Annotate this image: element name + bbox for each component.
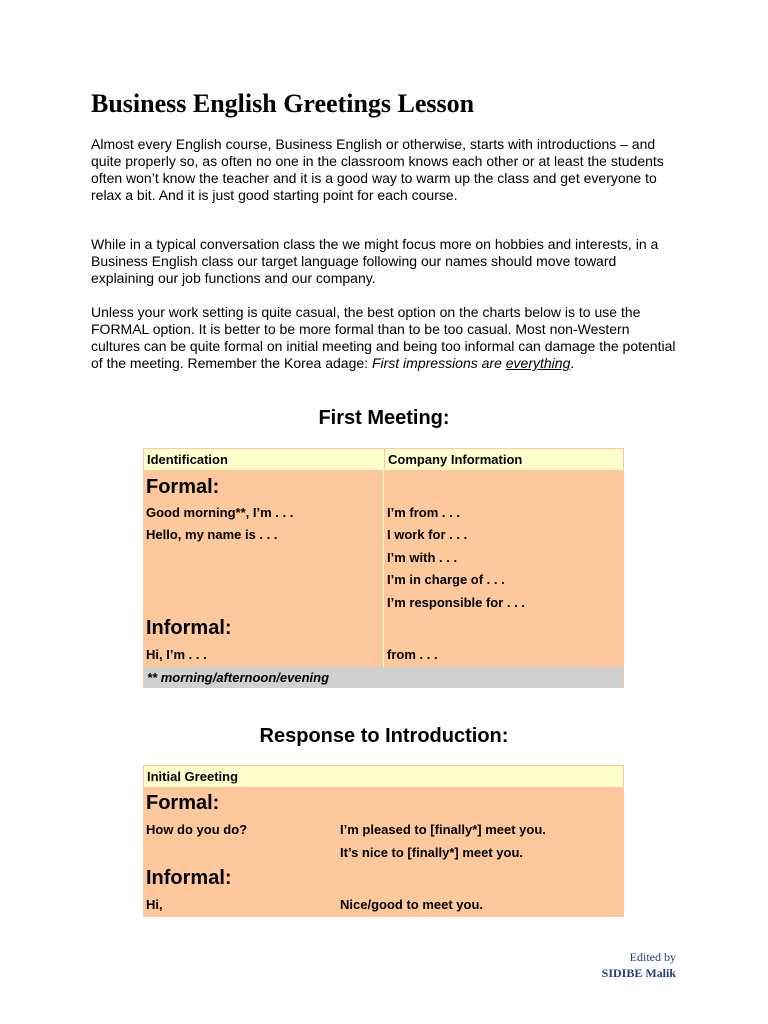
company-information-header: Company Information	[385, 449, 623, 470]
adage-emphasis: everything	[505, 355, 571, 371]
identification-header: Identification	[144, 449, 383, 470]
column-divider	[383, 449, 384, 667]
formal-company-line: I’m with . . .	[387, 550, 458, 565]
informal-response: Nice/good to meet you.	[340, 897, 484, 912]
formal-company-line: I’m in charge of . . .	[387, 572, 505, 587]
first-meeting-table	[143, 448, 624, 688]
first-meeting-heading: First Meeting:	[318, 407, 450, 429]
formal-company-line: I’m responsible for . . .	[387, 595, 525, 610]
advice-paragraph	[91, 304, 681, 372]
informal-greeting: Hi,	[146, 897, 163, 912]
formal-label: Formal:	[146, 476, 220, 498]
response-heading: Response to Introduction:	[259, 725, 509, 747]
editor-name: SIDIBE Malik	[601, 966, 676, 980]
intro-paragraph: Almost every English course, Business English or otherwise, starts with introductions – and quite properly so, as often no one in the classroom knows each other or at least the students often won’t know the teacher and it is a good way to warm up the class and get everyone to relax a bit. And it is just good starting point for each course.	[91, 136, 664, 203]
formal-label: Formal:	[146, 792, 220, 814]
informal-company-line: from . . .	[387, 647, 438, 662]
initial-greeting-header: Initial Greeting	[144, 766, 623, 787]
formal-greeting: How do you do?	[146, 822, 248, 837]
adage-period: .	[570, 355, 575, 371]
editor-credit	[602, 949, 676, 981]
informal-id-line: Hi, I’m . . .	[146, 647, 207, 662]
formal-response-line: It’s nice to [finally*] meet you.	[340, 845, 523, 860]
footnote: ** morning/afternoon/evening	[144, 667, 623, 688]
adage-text: First impressions are	[371, 355, 506, 371]
formal-company-line: I’m from . . .	[387, 505, 460, 520]
formal-company-line: I work for . . .	[387, 527, 468, 542]
advice-text: Unless your work setting is quite casual, the best option on the charts below is to use the FORMAL option. It is better to be more formal than to be too casual. Most non-Western cultures can be quite formal on initial meeting and being too informal can damage the potential of the meeting. Remember the Korea adage:	[91, 304, 676, 371]
informal-label: Informal:	[146, 867, 232, 889]
page-title: Business English Greetings Lesson	[91, 89, 475, 118]
response-table	[143, 765, 624, 917]
formal-response-line: I’m pleased to [finally*] meet you.	[340, 822, 546, 837]
context-paragraph: While in a typical conversation class the we might focus more on hobbies and interests, in a Business English class our target language following our names should move toward explaining our job functions and our company.	[91, 236, 659, 286]
informal-label: Informal:	[146, 617, 232, 639]
edited-by-label: Edited by	[629, 950, 676, 964]
formal-id-line: Hello, my name is . . .	[146, 527, 278, 542]
formal-id-line: Good morning**, I’m . . .	[146, 505, 294, 520]
